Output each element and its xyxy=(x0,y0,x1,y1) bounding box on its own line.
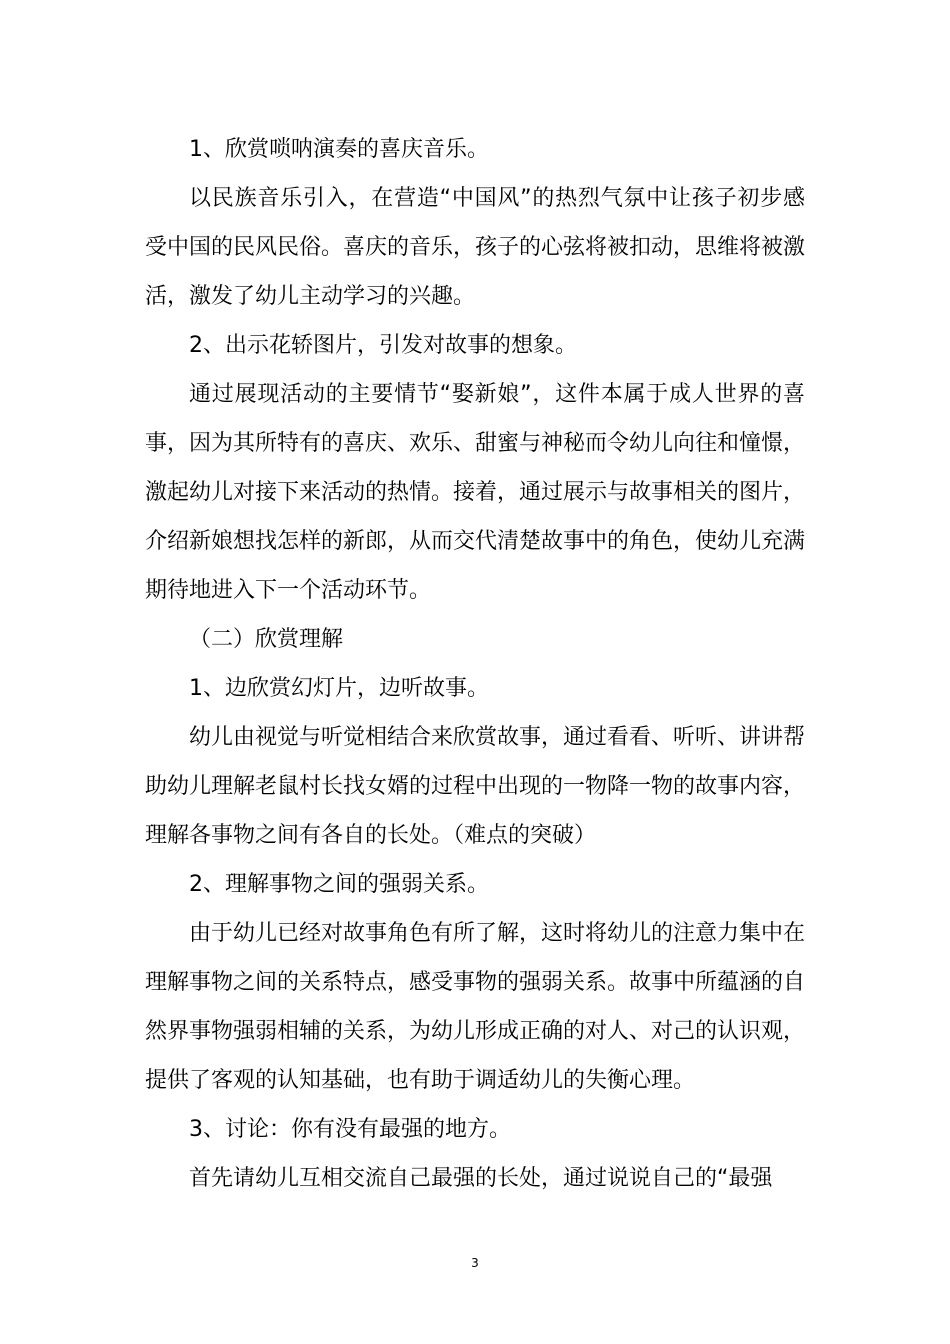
document-body xyxy=(145,125,805,1203)
page-number: 3 xyxy=(471,1256,479,1270)
heading-show-sedan-picture: 2、出示花轿图片，引发对故事的想象。 xyxy=(189,333,577,358)
paragraph-music-intro: 以民族音乐引入，在营造“中国风”的热烈气氛中让孩子初步感受中国的民风民俗。喜庆的音乐，孩子的心弦将被扣动，思维将被激活，激发了幼儿主动学习的兴趣。 xyxy=(145,186,806,309)
paragraph-discussion: 首先请幼儿互相交流自己最强的长处，通过说说自己的“最强 xyxy=(189,1166,773,1191)
paragraph-strength-relations: 由于幼儿已经对故事角色有所了解，这时将幼儿的注意力集中在理解事物之间的关系特点，感受事物的强弱关系。故事中所蕴涵的自然界事物强弱相辅的关系，为幼儿形成正确的对人、对己的认识观，提供了客观的认知基础，也有助于调适幼儿的失衡心理。 xyxy=(145,921,806,1093)
heading-strength-relations: 2、理解事物之间的强弱关系。 xyxy=(189,872,489,897)
section-heading-appreciate-understand: （二）欣赏理解 xyxy=(189,627,344,652)
paragraph-wedding-plot: 通过展现活动的主要情节“娶新娘”，这件本属于成人世界的喜事，因为其所特有的喜庆、欢乐、甜蜜与神秘而令幼儿向往和憧憬，激起幼儿对接下来活动的热情。接着，通过展示与故事相关的图片，介绍新娘想找怎样的新郎，从而交代清楚故事中的角色，使幼儿充满期待地进入下一个活动环节。 xyxy=(145,382,806,603)
paragraph-visual-listening: 幼儿由视觉与听觉相结合来欣赏故事，通过看看、听听、讲讲帮助幼儿理解老鼠村长找女婿的过程中出现的一物降一物的故事内容，理解各事物之间有各自的长处。（难点的突破） xyxy=(145,725,806,848)
heading-discussion: 3、讨论：你有没有最强的地方。 xyxy=(189,1117,511,1142)
heading-appreciate-music: 1、欣赏唢呐演奏的喜庆音乐。 xyxy=(189,137,489,162)
heading-slides-story: 1、边欣赏幻灯片，边听故事。 xyxy=(189,676,489,701)
